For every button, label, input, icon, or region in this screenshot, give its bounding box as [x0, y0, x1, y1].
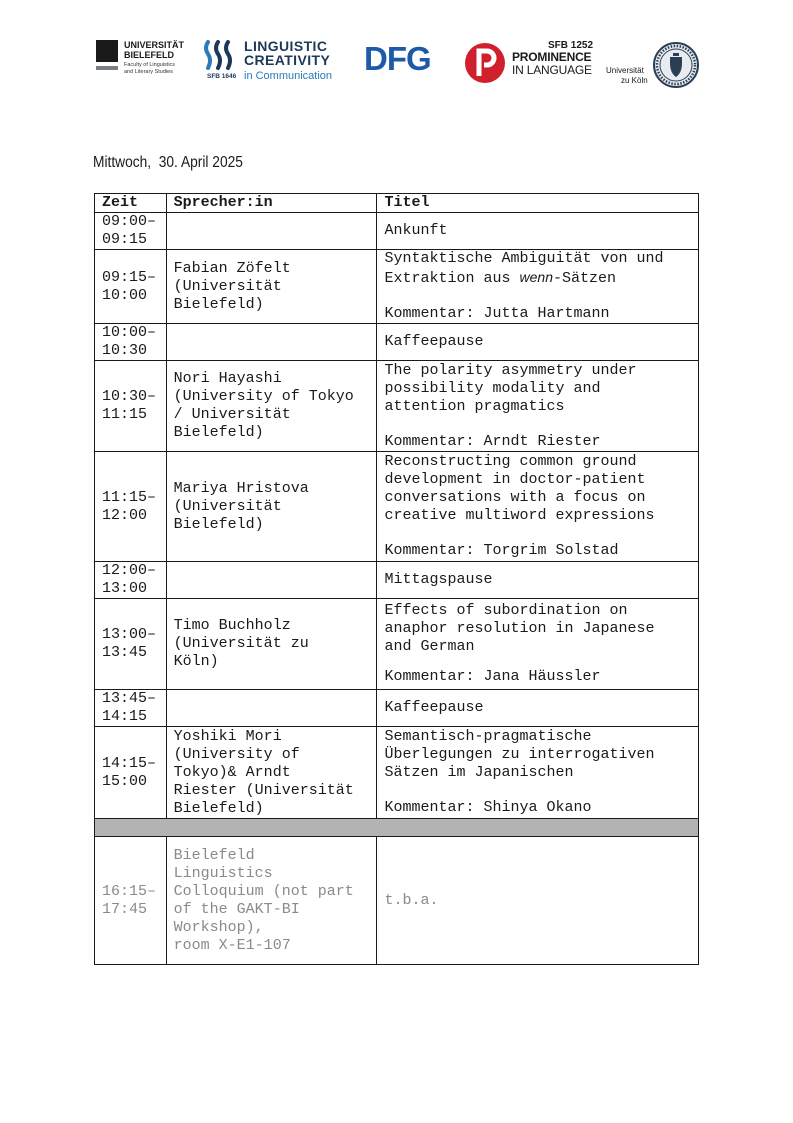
header-title: Titel	[377, 194, 699, 213]
sfb1646-logo-icon	[204, 40, 238, 70]
row-time: 09:15– 10:00	[95, 250, 167, 324]
title-part: -Sätzen	[552, 270, 616, 287]
row-title: Ankunft	[377, 213, 699, 250]
koeln-logo-line1: Universität	[606, 66, 644, 75]
sfb1646-logo-line2: CREATIVITY	[244, 52, 331, 68]
row-title	[377, 452, 699, 562]
row-comment: Kommentar: Jana Häussler	[384, 668, 601, 685]
schedule-table	[94, 193, 699, 965]
table-row	[95, 213, 699, 250]
table-row	[95, 562, 699, 599]
prominence-logo-line1: PROMINENCE	[512, 50, 592, 64]
row-speaker	[166, 562, 377, 599]
sfb1646-logo-line1: LINGUISTIC	[244, 38, 328, 54]
row-speaker	[166, 213, 377, 250]
title-part: Syntaktische Ambiguität von und Extraktion aus	[384, 250, 664, 287]
title-emphasis: wenn	[519, 269, 553, 285]
table-row	[95, 837, 699, 965]
row-title: t.b.a.	[377, 837, 699, 965]
row-title: Kaffeepause	[377, 690, 699, 727]
row-title: Mittagspause	[377, 562, 699, 599]
koeln-logo-line2: zu Köln	[621, 76, 648, 85]
table-row	[95, 250, 699, 324]
row-speaker	[166, 324, 377, 361]
row-title	[377, 599, 699, 690]
separator-cell	[95, 819, 699, 837]
row-time: 10:30– 11:15	[95, 361, 167, 452]
separator-row	[95, 819, 699, 837]
row-time: 16:15– 17:45	[95, 837, 167, 965]
row-speaker	[166, 690, 377, 727]
table-row	[95, 690, 699, 727]
row-speaker: Fabian Zöfelt (Universität Bielefeld)	[166, 250, 377, 324]
row-time: 13:45– 14:15	[95, 690, 167, 727]
table-header-row	[95, 194, 699, 213]
row-title-text: Semantisch-pragmatische Überlegungen zu interrogativen Sätzen im Japanischen	[384, 728, 655, 781]
row-comment: Kommentar: Jutta Hartmann	[384, 305, 610, 322]
bielefeld-logo-mark	[96, 40, 118, 62]
prominence-logo-sfb: SFB 1252	[548, 40, 594, 51]
row-comment: Kommentar: Arndt Riester	[384, 432, 601, 450]
table-row	[95, 361, 699, 452]
row-time: 11:15– 12:00	[95, 452, 167, 562]
sfb1646-logo-line3: in Communication	[244, 70, 333, 82]
row-title	[377, 361, 699, 452]
prominence-logo-line2: IN LANGUAGE	[512, 63, 592, 77]
row-time: 09:00– 09:15	[95, 213, 167, 250]
row-speaker: Bielefeld Linguistics Colloquium (not part of the GAKT-BI Workshop), room X-E1-107	[166, 837, 377, 965]
row-time: 10:00– 10:30	[95, 324, 167, 361]
row-title	[377, 727, 699, 819]
row-speaker: Timo Buchholz (Universität zu Köln)	[166, 599, 377, 690]
row-title-text: The polarity asymmetry under possibility modality and attention pragmatics	[384, 361, 637, 415]
row-title-text	[384, 250, 663, 287]
bielefeld-logo-bar	[96, 66, 118, 70]
header-time: Zeit	[95, 194, 167, 213]
bielefeld-logo-subtitle: Faculty of Linguistics and Literary Studies	[124, 62, 176, 75]
koeln-seal-icon	[652, 41, 700, 89]
row-title-text: Effects of subordination on anaphor resolution in Japanese and German	[384, 602, 655, 655]
prominence-logo-icon	[464, 42, 506, 84]
row-title	[377, 250, 699, 324]
page-date: Mittwoch, 30. April 2025	[93, 154, 243, 171]
table-row	[95, 452, 699, 562]
dfg-logo: DFG	[364, 40, 431, 77]
row-title: Kaffeepause	[377, 324, 699, 361]
row-comment: Kommentar: Shinya Okano	[384, 799, 592, 816]
row-time: 14:15– 15:00	[95, 727, 167, 819]
row-speaker: Mariya Hristova (Universität Bielefeld)	[166, 452, 377, 562]
sfb1646-logo-number: SFB 1646	[207, 73, 237, 80]
table-row	[95, 727, 699, 819]
row-title-text: Reconstructing common ground development in doctor-patient conversations with a focus on creative multiword expressions	[384, 453, 655, 524]
row-time: 13:00– 13:45	[95, 599, 167, 690]
table-row	[95, 324, 699, 361]
table-row	[95, 599, 699, 690]
row-comment: Kommentar: Torgrim Solstad	[384, 542, 619, 559]
bielefeld-logo-name: UNIVERSITÄT BIELEFELD	[124, 40, 185, 60]
row-speaker: Yoshiki Mori (University of Tokyo)& Arndt Riester (Universität Bielefeld)	[166, 727, 377, 819]
row-speaker: Nori Hayashi (University of Tokyo / Universität Bielefeld)	[166, 361, 377, 452]
logo-bar	[0, 36, 793, 96]
header-speaker: Sprecher:in	[166, 194, 377, 213]
row-time: 12:00– 13:00	[95, 562, 167, 599]
